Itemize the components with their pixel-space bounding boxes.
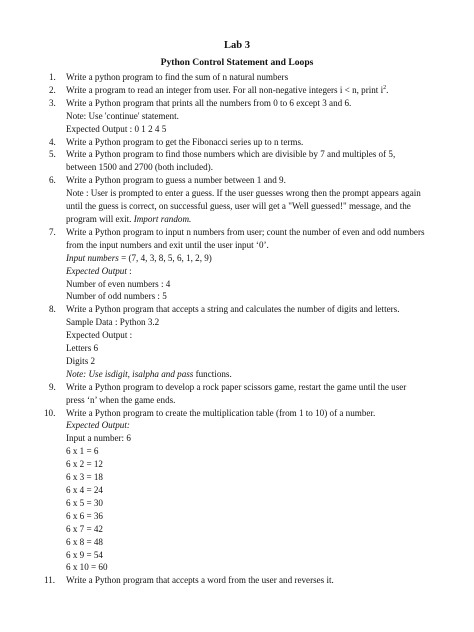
- exercise-line: [66, 187, 449, 200]
- exercise-line: [66, 497, 449, 510]
- line-text: = (7, 4, 3, 8, 5, 6, 1, 2, 9): [118, 252, 212, 263]
- line-text: from the input numbers and exit until the user input ‘0’.: [66, 239, 269, 250]
- exercise-line: [66, 136, 449, 149]
- line-text: Number of odd numbers : 5: [66, 291, 167, 302]
- exercise-line: [66, 471, 449, 484]
- line-text: Write a Python program to find those numbers which are divisible by 7 and multiples of 5,: [66, 149, 396, 160]
- line-text: 6 x 6 = 36: [66, 510, 103, 521]
- exercise-item: [49, 381, 449, 407]
- exercise-item: [49, 136, 449, 149]
- line-text: Expected Output :: [66, 330, 133, 341]
- line-text: :: [126, 265, 132, 276]
- exercise-line: [66, 290, 449, 303]
- line-text: Note : User is prompted to enter a guess. If the user guesses wrong then the prompt appears again: [66, 188, 421, 199]
- exercise-number: 11.: [44, 575, 56, 586]
- exercise-line: [66, 407, 449, 420]
- line-text: 6 x 10 = 60: [66, 562, 108, 573]
- exercise-line: [66, 252, 449, 265]
- line-text: Write a Python program that accepts a word from the user and reverses it.: [66, 575, 334, 586]
- exercise-number: 5.: [49, 149, 56, 160]
- exercise-line: [66, 432, 449, 445]
- italic-text: Expected Output: [66, 265, 127, 276]
- exercise-item: [49, 226, 449, 303]
- exercise-number: 7.: [49, 226, 56, 237]
- exercise-line: [66, 110, 449, 123]
- exercise-line: [66, 71, 449, 84]
- exercise-line: [66, 381, 449, 394]
- exercise-line: [66, 123, 449, 136]
- exercise-line: [66, 523, 449, 536]
- line-text: 6 x 5 = 30: [66, 497, 103, 508]
- superscript: 2: [383, 84, 387, 91]
- exercise-item: [44, 407, 449, 575]
- line-text: 6 x 2 = 12: [66, 459, 103, 470]
- line-text: Write a Python program to guess a number between 1 and 9.: [66, 175, 286, 186]
- exercise-number: 1.: [49, 72, 56, 82]
- line-text: Letters 6: [66, 343, 99, 354]
- line-text: Number of even numbers : 4: [66, 278, 171, 289]
- italic-text: Import random.: [133, 213, 192, 224]
- exercise-line: [66, 368, 449, 381]
- exercise-number: 6.: [49, 175, 56, 186]
- exercise-item: [49, 148, 449, 174]
- exercise-item: [49, 174, 449, 226]
- exercise-line: [66, 148, 449, 161]
- exercise-number: 3.: [49, 97, 56, 108]
- exercise-line: [66, 213, 449, 226]
- line-text: Note: Use 'continue' statement.: [66, 110, 179, 121]
- line-text: 6 x 8 = 48: [66, 536, 103, 547]
- exercise-item: [44, 574, 449, 587]
- exercise-line: [66, 316, 449, 329]
- exercise-list: [44, 71, 449, 587]
- exercise-line: [66, 200, 449, 213]
- exercise-line: [66, 97, 449, 110]
- exercise-line: [66, 265, 449, 278]
- page-subtitle: Python Control Statement and Loops: [160, 57, 314, 68]
- line-text: Write a Python program that prints all the numbers from 0 to 6 except 3 and 6.: [66, 97, 352, 108]
- line-text: Write a Python program to create the multiplication table (from 1 to 10) of a number.: [66, 407, 376, 418]
- exercise-number: 4.: [49, 136, 56, 147]
- exercise-line: [66, 561, 449, 574]
- line-text: between 1500 and 2700 (both included).: [66, 162, 213, 173]
- line-text: 6 x 4 = 24: [66, 485, 103, 495]
- line-text: 6 x 7 = 42: [66, 523, 103, 534]
- exercise-line: [66, 419, 449, 432]
- exercise-number: 9.: [49, 381, 56, 392]
- italic-text: Expected Output:: [66, 420, 130, 431]
- exercise-line: [66, 394, 449, 407]
- page-title: Lab 3: [224, 40, 250, 51]
- exercise-line: [66, 355, 449, 368]
- line-text: Write a program to read an integer from user. For all non-negative integers i < n, print i: [66, 84, 384, 95]
- exercise-line: [66, 536, 449, 549]
- exercise-line: [66, 549, 449, 562]
- exercise-line: [66, 574, 449, 587]
- exercise-number: 8.: [49, 304, 56, 315]
- line-text: program will exit.: [66, 213, 134, 224]
- exercise-item: [49, 71, 449, 84]
- exercise-line: [66, 342, 449, 355]
- exercise-line: [66, 174, 449, 187]
- line-text: Write a Python program to develop a rock paper scissors game, restart the game until the user: [66, 381, 407, 392]
- line-text: Write a Python program to input n numbers from user; count the number of even and odd numbers: [66, 226, 425, 237]
- exercise-line: [66, 226, 449, 239]
- exercise-item: [49, 84, 449, 97]
- exercise-line: [66, 458, 449, 471]
- line-text: press ‘n’ when the game ends.: [66, 394, 176, 405]
- line-text: 6 x 1 = 6: [66, 446, 99, 457]
- exercise-line: [66, 239, 449, 252]
- line-text: Expected Output : 0 1 2 4 5: [66, 123, 167, 134]
- exercise-line: [66, 161, 449, 174]
- line-text: Write a python program to find the sum of n natural numbers: [66, 72, 289, 82]
- exercise-number: 2.: [49, 84, 56, 95]
- exercise-line: [66, 278, 449, 291]
- line-text: Digits 2: [66, 355, 96, 366]
- italic-text: Note: Use isdigit, isalpha and pass: [66, 368, 194, 379]
- exercise-line: [66, 484, 449, 497]
- line-text: until the guess is correct, on successful guess, user will get a "Well guessed!" message, and the: [66, 201, 411, 212]
- line-text: 6 x 9 = 54: [66, 549, 103, 560]
- exercise-line: [66, 303, 449, 316]
- line-text: Write a Python program that accepts a string and calculates the number of digits and letters.: [66, 304, 400, 315]
- exercise-line: [66, 445, 449, 458]
- line-text: 6 x 3 = 18: [66, 472, 103, 483]
- exercise-item: [49, 303, 449, 380]
- exercise-line: [66, 84, 449, 97]
- line-text: functions.: [193, 368, 232, 379]
- line-text: Write a Python program to get the Fibonacci series up to n terms.: [66, 136, 304, 147]
- italic-text: Input numbers: [66, 252, 119, 263]
- line-text: Input a number: 6: [66, 433, 131, 444]
- line-text-after: .: [386, 84, 389, 95]
- exercise-number: 10.: [44, 407, 56, 418]
- exercise-line: [66, 510, 449, 523]
- exercise-item: [49, 97, 449, 136]
- exercise-line: [66, 329, 449, 342]
- line-text: Sample Data : Python 3.2: [66, 317, 160, 328]
